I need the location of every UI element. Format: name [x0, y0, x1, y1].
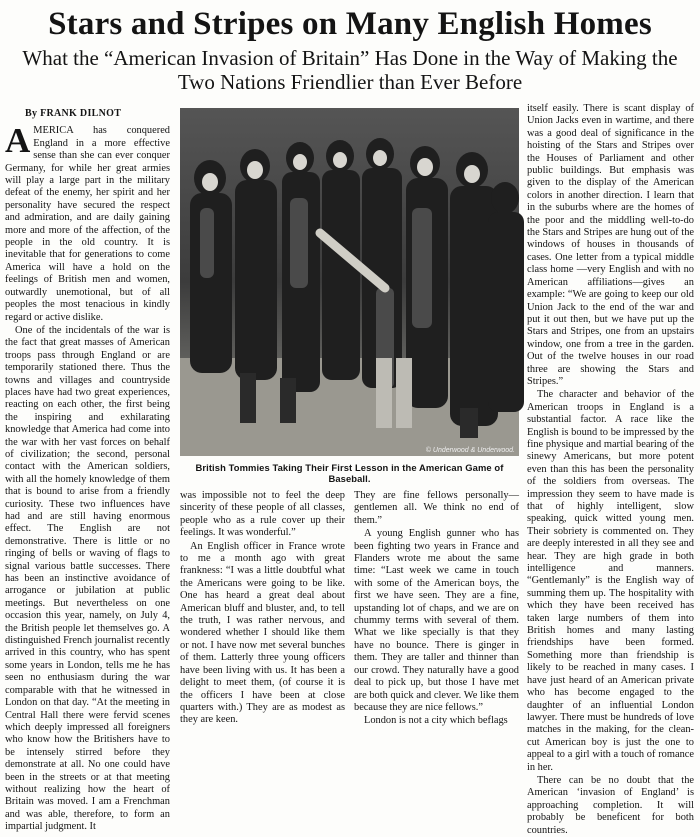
paragraph: They are fine fellows personally—gentlemen all. We think no end of them.”	[354, 490, 519, 526]
subheadline: What the “American Invasion of Britain” Has Done in the Way of Making the Two Nations Friendlier than Ever Before	[22, 46, 678, 94]
paragraph: was impossible not to feel the deep sincerity of these people of all classes, people who as a rule cover up their feelings. It was wonderful.”	[180, 490, 345, 539]
paragraph: London is not a city which beflags	[364, 715, 508, 727]
baseball-photo	[180, 108, 519, 456]
photo-illustration	[180, 108, 519, 456]
article-column-1	[5, 108, 170, 833]
photo-credit: © Underwood & Underwood.	[425, 447, 515, 454]
article-column-2	[180, 490, 345, 726]
paragraph: A young English gunner who has been fighting two years in France and Flanders wrote me about the same time: “Last week we came in touch with some of the American boys, the first we have seen. They are a fine, upstanding lot of chaps, and we are on chummy terms with several of them. What we like specially is that they have no bounce. There is ginger in them. They are taller and thinner than our crowd. They naturally have a good deal to pick up, but those I have met are both quick and clever. We like them because they are nice fellows.”	[354, 528, 519, 713]
article-column-3	[354, 490, 519, 727]
photo-caption: British Tommies Taking Their First Lesson in the American Game of Baseball.	[195, 462, 504, 484]
headline: Stars and Stripes on Many English Homes	[48, 6, 652, 42]
paragraph: One of the incidentals of the war is the fact that great masses of American troops pass through England or are temporarily stationed there. Thus the towns and villages and countryside places have had two great experiences, reacting on each other, the first being the inspiring and exhilarating knowledge that America had come into the war with her vast forces on behalf of civilization; the second, personal contact with the American soldiers, with all the homely knowledge of them that is bound to arise from a friendly curiosity. These two influences have had and are still having enormous effect. The English are not demonstrative. There is little or no ringing of bells or waving of flags to signal various battle successes. There has been an instinctive avoidance of arrogance or jubilation at public meetings. But nevertheless on one occasion this year, namely, on July 4, the British people let themselves go. A distinguished French journalist recently arrived in this country, who has spent some years in London, tells me he has seen no enthusiasm during the war comparable with that he witnessed in London on that day. “At the meeting in Central Hall there were fervid scenes which deeply impressed all foreigners who know how the Britishers have to be intensely stirred before they demonstrate at all. No one could have been in the streets or at that meeting without realizing how the heart of Britain was moved. I am a Frenchman and was able, therefore, to form an impartial judgment. It	[5, 324, 170, 833]
lead-paragraph	[5, 121, 170, 324]
paragraph: The character and behavior of the American troops in England is a substantial factor. A race like the English is bound to be impressed by the fine physique and martial bearing of the sinewy Americans, but more potent even than this has been the personality of the soldiers from overseas. The impression they seem to have made is that of highly intelligent, slow speaking, quick witted young men. Their sobriety is commented on. They are deeply interested in all they see and hear. They are high grade in both intelligence and manners. “Gentlemanly” is the English way of summing them up. The hospitality with which they have been received has taken large numbers of them into British homes and many lasting friendships have been formed. Something more than friendship is likely to be reached in many cases. I have just heard of an American private who has become engaged to the daughter of an influential London lawyer. There must be hundreds of love matches in the making, for the clean-cut American boy is just the one to appeal to a girl with a touch of romance in her.	[527, 389, 694, 773]
byline: By FRANK DILNOT	[25, 108, 122, 119]
lead-text: MERICA has conquered England in a more effective sense than she can ever conquer Germany, for while her great armies will play a large part in the military defeat of the enemy, her spirit and her personality have secured the respect and admiration, and are daily gaining more and more of the affection, of the people in the old country. It is inevitable that for generations to come America will have a hold on the feelings of British men and women, outwardly unemotional, but of all peoples the most tenacious in kindly regard or active dislike.	[5, 125, 170, 323]
paragraph: There can be no doubt that the American ‘invasion of England’ is approaching completion. It will probably be beneficent for both countries.	[527, 774, 694, 836]
paragraph: itself easily. There is scant display of Union Jacks even in wartime, and there was a good deal of significance in the hoisting of the Stars and Stripes over the Houses of Parliament and other public buildings. But emphasis was given to the display of the American colors in another direction. I learn that in the suburbs where are the homes of the poor and the middling well-to-do the Stars and Stripes are hung out of the windows of houses in thousands of cases. One letter from a typical middle class home —very English and with no American affiliations—gives an example: “We are going to keep our old Union Jack to the end of the war and put it out then, but we have put up the Stars and Stripes, one from an upstairs window, one from a tree in the garden. Out of the twelve houses in our road three are showing the Stars and Stripes.”	[527, 103, 694, 387]
drop-cap: A	[5, 121, 31, 161]
article-column-4	[527, 103, 694, 836]
paragraph: An English officer in France wrote to me a month ago with great frankness: “I was a little doubtful what the Americans were going to be like. One has heard a great deal about American bluff and bluster, and, to tell the truth, I was rather nervous, and wondered whether I should like them or not. I have now met several bunches of them. Latterly three young officers have been living with us. It has been a delight to meet them, (of course it is the officers I have been at close quarters with.) They are as modest as they are keen.	[180, 540, 345, 726]
